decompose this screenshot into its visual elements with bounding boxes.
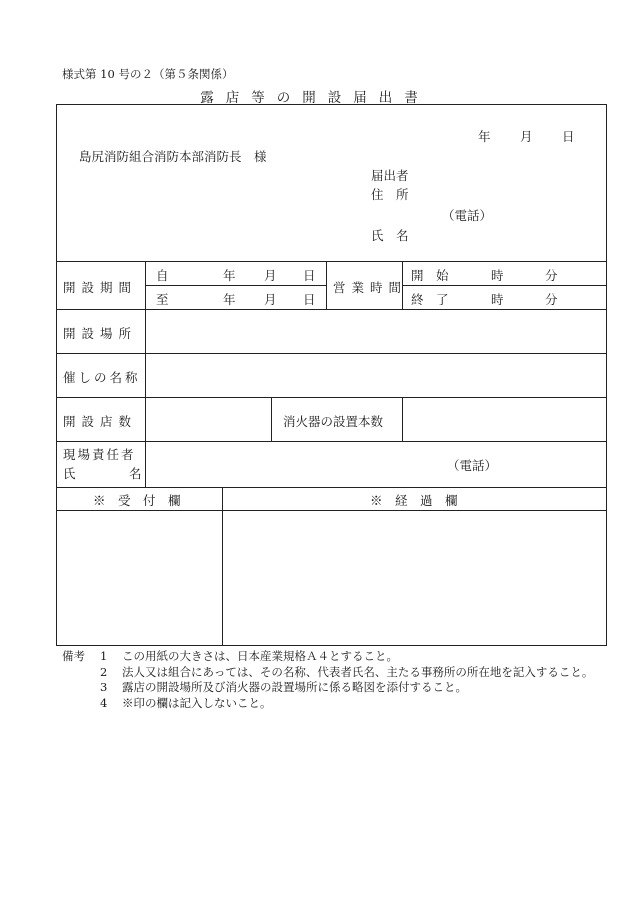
remark-number: 2 [100, 664, 108, 679]
form-frame [56, 104, 607, 646]
stall-count-label: 開設店数 [63, 414, 138, 429]
period-from-month: 月 [264, 268, 277, 283]
hours-end-label: 終 了 [411, 292, 449, 307]
rule [57, 441, 606, 442]
rule [145, 285, 326, 286]
remarks [62, 649, 593, 711]
addressee: 島尻消防組合消防本部消防長 様 [79, 149, 267, 164]
rule [402, 397, 403, 441]
period-from-label: 自 [156, 268, 169, 283]
manager-phone-label: （電話） [447, 458, 498, 473]
progress-column-label: ※ 経 過 欄 [370, 493, 458, 508]
hours-end-hour: 時 [491, 292, 504, 307]
rule [57, 353, 606, 354]
applicant-label: 届出者 [371, 168, 409, 183]
applicant-name-label: 氏 名 [371, 228, 409, 243]
hours-start-hour: 時 [491, 268, 504, 283]
rule [57, 261, 606, 262]
remark-text: 法人又は組合にあっては、その名称、代表者氏名、主たる事務所の所在地を記入すること。 [122, 664, 594, 679]
date-day-label: 日 [562, 129, 575, 144]
reception-column-label: ※ 受 付 欄 [93, 493, 181, 508]
manager-label: 現場責任者 [63, 447, 136, 462]
applicant-phone-label: （電話） [442, 208, 493, 223]
period-from-day: 日 [303, 268, 316, 283]
remarks-row [62, 680, 593, 696]
remark-text: この用紙の大きさは、日本産業規格Ａ４とすること。 [122, 649, 398, 663]
manager-name-label-a: 氏 [63, 466, 76, 481]
remark-number: 3 [100, 680, 108, 694]
hours-start-label: 開 始 [411, 268, 449, 283]
manager-name-label-b: 名 [129, 466, 142, 481]
extinguisher-count-label: 消火器の設置本数 [283, 414, 384, 429]
period-from-year: 年 [223, 268, 236, 283]
rule [326, 261, 327, 309]
date-month-label: 月 [520, 129, 533, 144]
hours-end-minute: 分 [545, 292, 558, 307]
remarks-label: 備考 [62, 649, 85, 663]
rule [57, 397, 606, 398]
hours-start-minute: 分 [545, 268, 558, 283]
hours-label: 営業時間 [333, 280, 408, 295]
form-number: 様式第 10 号の２（第５条関係） [62, 67, 234, 81]
location-label: 開設場所 [63, 326, 138, 341]
period-to-month: 月 [264, 292, 277, 307]
period-label: 開設期間 [63, 280, 138, 295]
rule [145, 261, 146, 487]
rule [57, 510, 606, 511]
remarks-row [62, 696, 593, 712]
remark-number: 4 [100, 695, 108, 710]
rule [402, 285, 606, 286]
remark-text: ※印の欄は記入しないこと。 [122, 695, 272, 710]
rule [57, 309, 606, 310]
period-to-year: 年 [223, 292, 236, 307]
rule [57, 487, 606, 488]
address-label: 住 所 [371, 187, 409, 202]
rule [222, 487, 223, 645]
date-year-label: 年 [478, 129, 491, 144]
page-title: 露店等の開設届出書 [200, 90, 430, 106]
remarks-row [62, 665, 593, 681]
event-name-label: 催しの名称 [63, 370, 141, 385]
period-to-label: 至 [156, 292, 169, 307]
period-to-day: 日 [303, 292, 316, 307]
rule [271, 397, 272, 441]
remarks-row [62, 649, 593, 665]
remark-number: 1 [100, 649, 108, 663]
remark-text: 露店の開設場所及び消火器の設置場所に係る略図を添付すること。 [122, 680, 467, 694]
